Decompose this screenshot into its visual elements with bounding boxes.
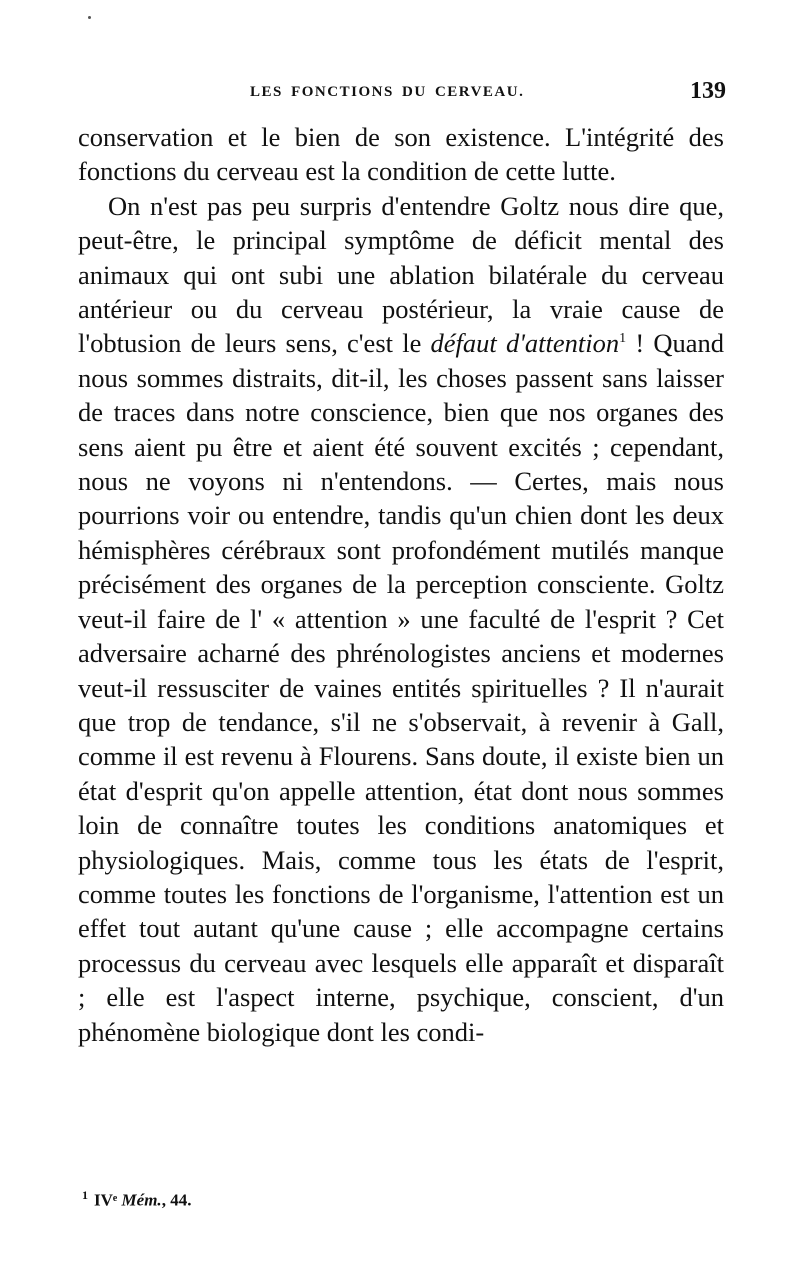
footnote-mark: 1 (82, 1188, 88, 1202)
footnote-italic: Mém. (121, 1190, 162, 1210)
footnote-text-end: , 44. (161, 1190, 192, 1210)
footnote (82, 1188, 191, 1211)
footnote-text-start: IVᵉ (94, 1190, 122, 1210)
print-speck (88, 16, 91, 19)
footnote-reference: 1 (619, 331, 627, 347)
running-header (78, 78, 724, 118)
paragraph-2-start: On n'est pas peu surpris d'entendre Goltz nous dire que, peut-être, le principal symptôme de déficit mental des animaux qui ont subi une ablation bilatérale du cerveau antérieur ou du cerveau postérieur, la vraie cause de l'obtusion de leurs sens, c'est le (78, 190, 724, 359)
body-text (78, 120, 724, 1049)
page-content (78, 78, 726, 1210)
paragraph-2 (78, 189, 724, 1049)
paragraph-2-end: ! Quand nous sommes distraits, dit-il, les choses passent sans laisser de traces dans notre conscience, bien que nos organes des sens aient pu être et aient été souvent excités ; cependant, nous ne voyons ni n'entendons. — Certes, mais nous pourrions voir ou entendre, tandis qu'un chien dont les deux hémisphères cérébraux sont profondément mutilés manque précisément des organes de la perception consciente. Goltz veut-il faire de l' « attention » une faculté de l'esprit ? Cet adversaire acharné des phrénologistes anciens et modernes veut-il ressusciter de vaines entités spirituelles ? Il n'aurait que trop de tendance, s'il ne s'observait, à revenir à Gall, comme il est revenu à Flourens. Sans doute, il existe bien un état d'esprit qu'on appelle attention, état dont nous sommes loin de connaître toutes les conditions anatomiques et physiologiques. Mais, comme tous les états de l'esprit, comme toutes les fonctions de l'organisme, l'attention est un effet tout autant qu'une cause ; elle accompagne certains processus du cerveau avec lesquels elle apparaît et disparaît ; elle est l'aspect interne, psychique, conscient, d'un phénomène biologique dont les condi- (78, 328, 724, 1047)
running-title: LES FONCTIONS DU CERVEAU. (250, 84, 525, 100)
emphasis-text: défaut d'attention (430, 328, 620, 359)
page-number: 139 (690, 78, 726, 104)
paragraph-1: conservation et le bien de son existence. L'intégrité des fonctions du cerveau est la condition de cette lutte. (78, 122, 724, 187)
